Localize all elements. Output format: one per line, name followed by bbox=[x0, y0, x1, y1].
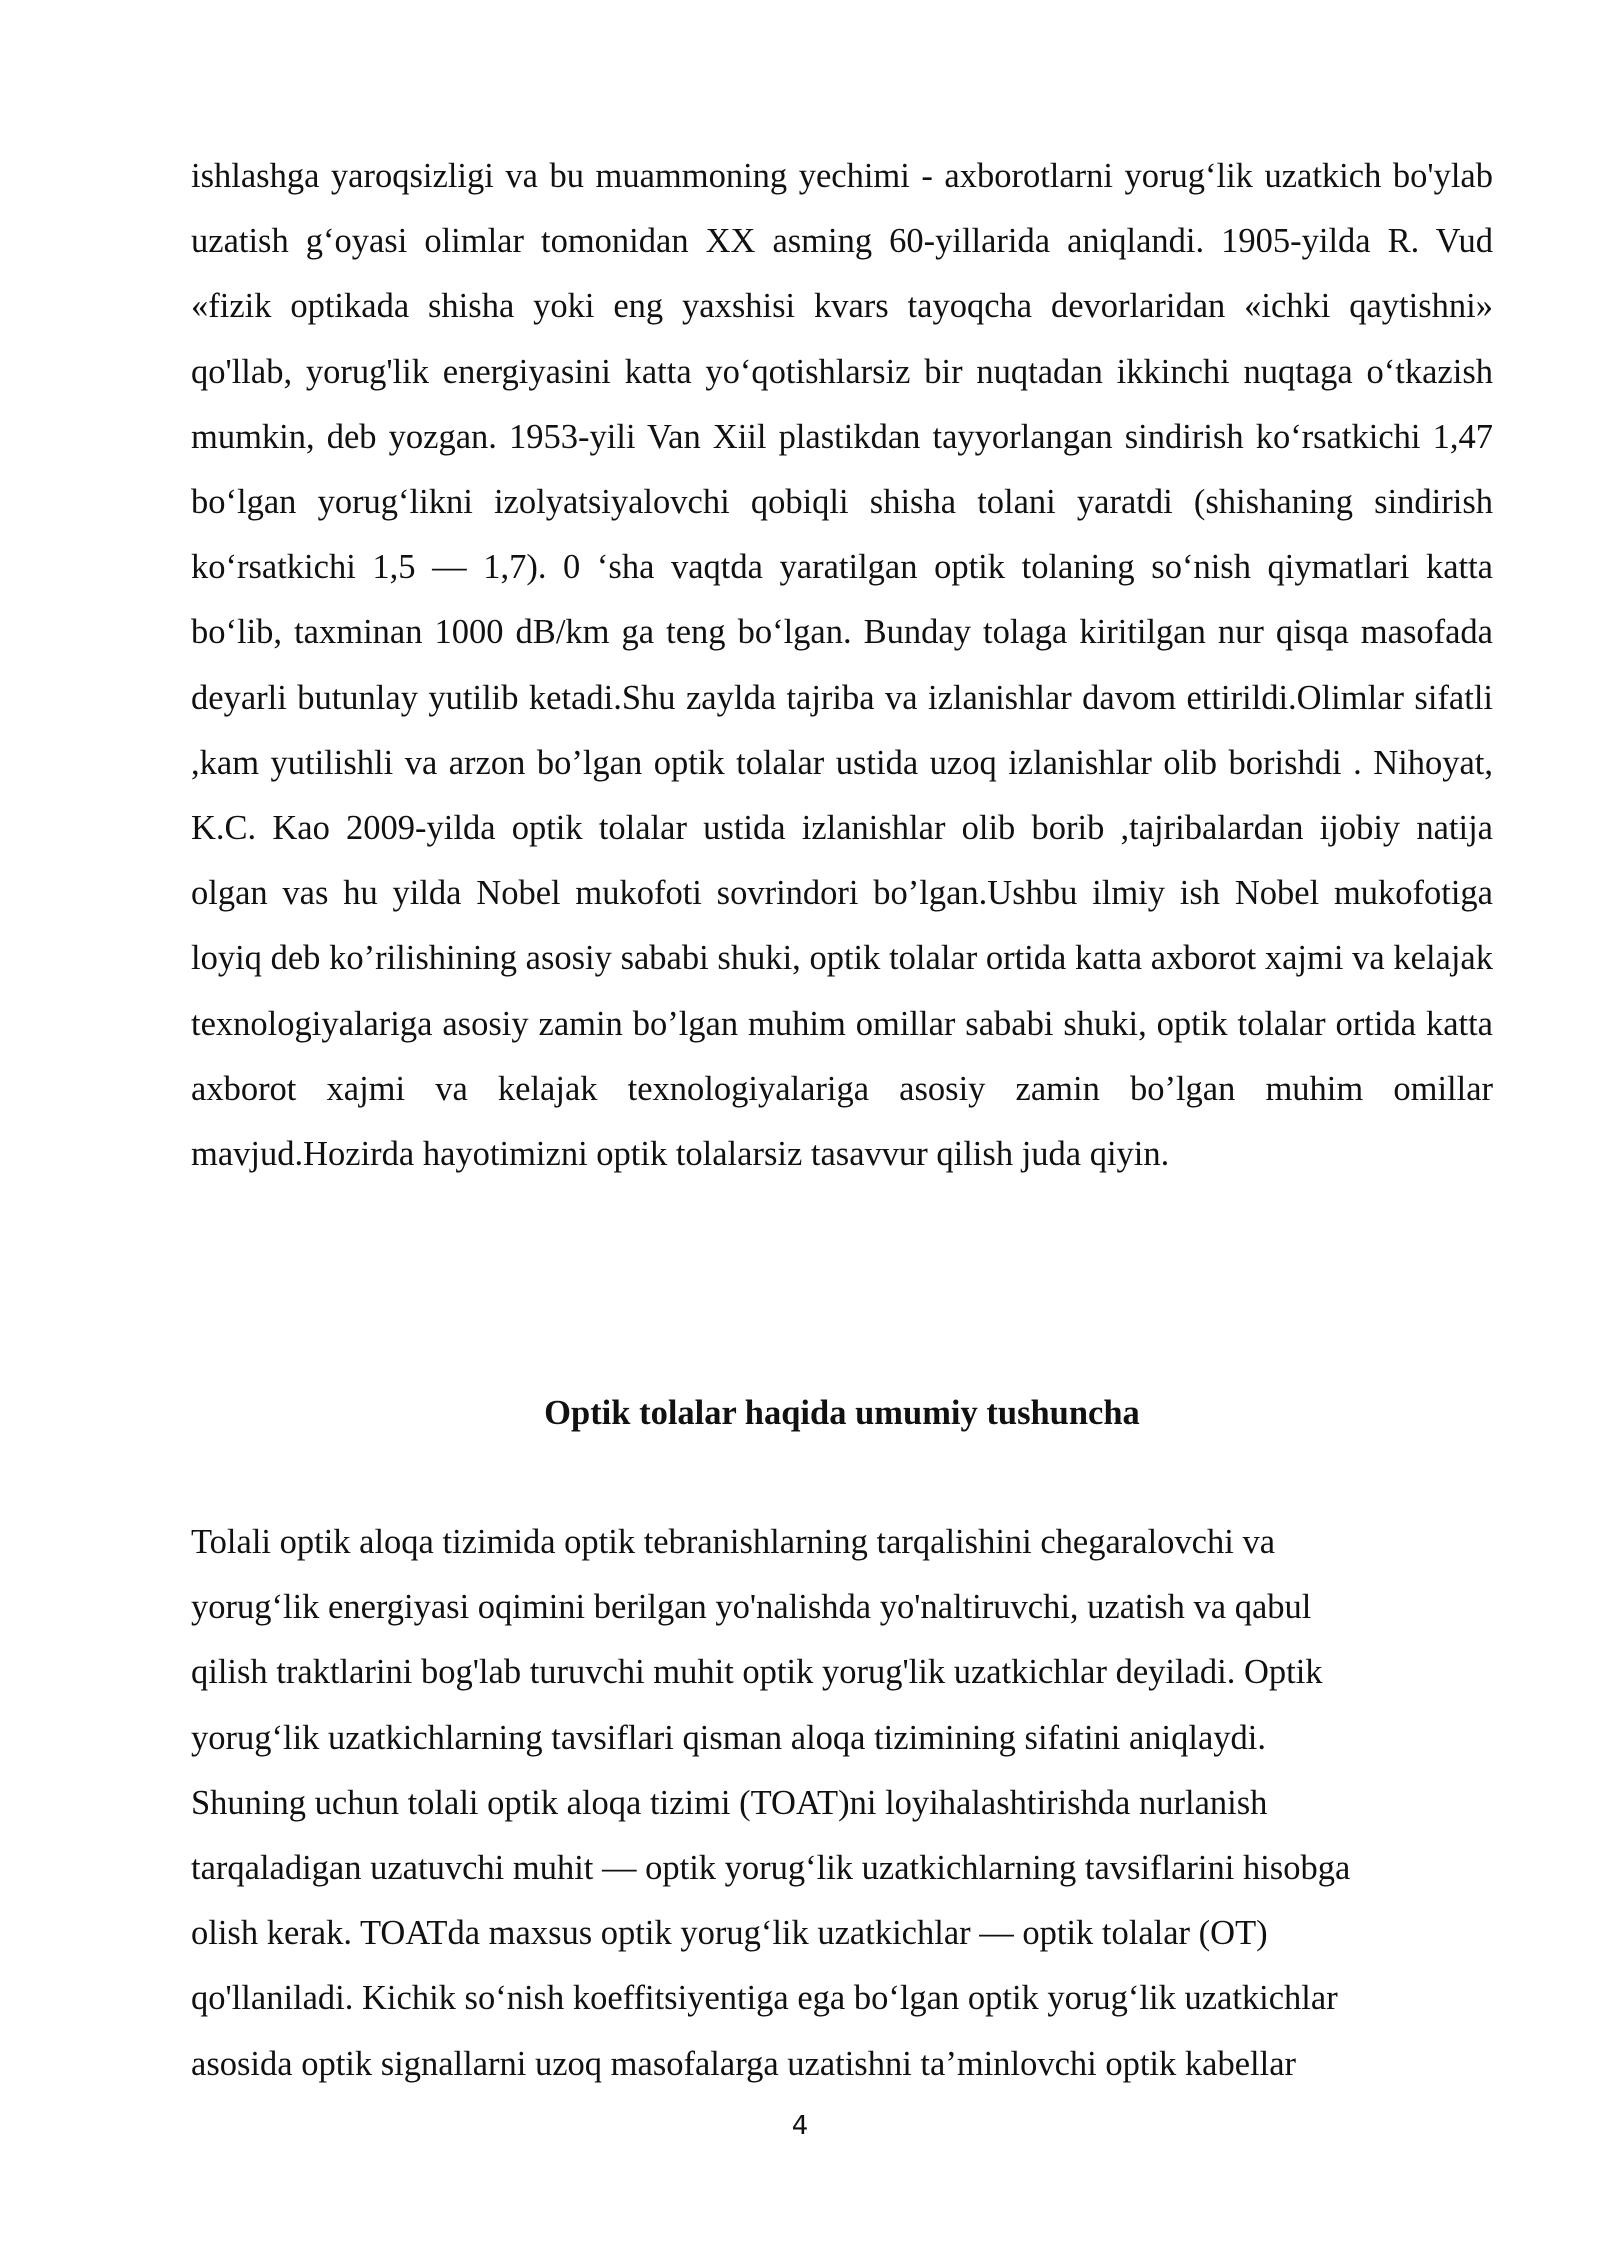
paragraph-line: yorug‘lik energiyasi oqimini berilgan yo'nalishda yo'naltiruvchi, uzatish va qabul bbox=[191, 1588, 1312, 1627]
page-number: 4 bbox=[791, 2111, 809, 2141]
body-paragraph-history: ishlashga yaroqsizligi va bu muammoning yechimi - axborotlarni yorug‘lik uzatkich bo'ylab uzatish g‘oyasi olimlar tomonidan XX asming 60-yillarida aniqlandi. 1905-yilda R. Vud «fizik optikada shisha yoki eng yaxshisi kvars tayoqcha devorlaridan «ichki qaytishni» qo'llab, yorug'lik energiyasini katta yo‘qotishlarsiz bir nuqtadan ikkinchi nuqtaga o‘tkazish mumkin, deb yozgan. 1953-yili Van Xiil plastikdan tayyorlangan sindirish ko‘rsatkichi 1,47 bo‘lgan yorug‘likni izolyatsiyalovchi qobiqli shisha tolani yaratdi (shishaning sindirish ko‘rsatkichi 1,5 — 1,7). 0 ‘sha vaqtda yaratilgan optik tolaning so‘nish qiymatlari katta bo‘lib, taxminan 1000 dB/km ga teng bo‘lgan. Bunday tolaga kiritilgan nur qisqa masofada deyarli butunlay yutilib ketadi.Shu zaylda tajriba va izlanishlar davom ettirildi.Olimlar sifatli ,kam yutilishli va arzon bo’lgan optik tolalar ustida uzoq izlanishlar olib borishdi . Nihoyat, K.C. Kao 2009-yilda optik tolalar ustida izlanishlar olib borib ,tajribalardan ijobiy natija olgan vas hu yilda Nobel mukofoti sovrindori bo’lgan.Ushbu ilmiy ish Nobel mukofotiga loyiq deb ko’rilishining asosiy sababi shuki, optik tolalar ortida katta axborot xajmi va kelajak texnologiyalariga asosiy zamin bo’lgan muhim omillar sababi shuki, optik tolalar ortida katta axborot xajmi va kelajak texnologiyalariga asosiy zamin bo’lgan muhim omillar mavjud.Hozirda hayotimizni optik tolalarsiz tasavvur qilish juda qiyin. bbox=[191, 157, 1493, 1174]
paragraph-line: Shuning uchun tolali optik aloqa tizimi (TOAT)ni loyihalashtirishda nurlanish bbox=[191, 1783, 1268, 1822]
body-paragraph-definition bbox=[191, 1510, 1493, 2097]
paragraph-line: Tolali optik aloqa tizimida optik tebranishlarning tarqalishini chegaralovchi va bbox=[191, 1523, 1276, 1561]
paragraph-line: tarqaladigan uzatuvchi muhit — optik yorug‘lik uzatkichlarning tavsiflarini hisobga bbox=[191, 1849, 1351, 1888]
paragraph-line: qilish traktlarini bog'lab turuvchi muhit optik yorug'lik uzatkichlar deyiladi. Optik bbox=[191, 1653, 1323, 1692]
paragraph-line: yorug‘lik uzatkichlarning tavsiflari qisman aloqa tizimining sifatini aniqlaydi. bbox=[191, 1718, 1266, 1757]
paragraph-line: olish kerak. TOATda maxsus optik yorug‘lik uzatkichlar — optik tolalar (OT) bbox=[191, 1914, 1268, 1953]
section-heading: Optik tolalar haqida umumiy tushuncha bbox=[544, 1394, 1140, 1432]
paragraph-line: qo'llaniladi. Kichik so‘nish koeffitsiyentiga ega bo‘lgan optik yorug‘lik uzatkichlar bbox=[191, 1979, 1338, 2018]
paragraph-line: asosida optik signallarni uzoq masofalarga uzatishni ta’minlovchi optik kabellar bbox=[191, 2044, 1296, 2083]
